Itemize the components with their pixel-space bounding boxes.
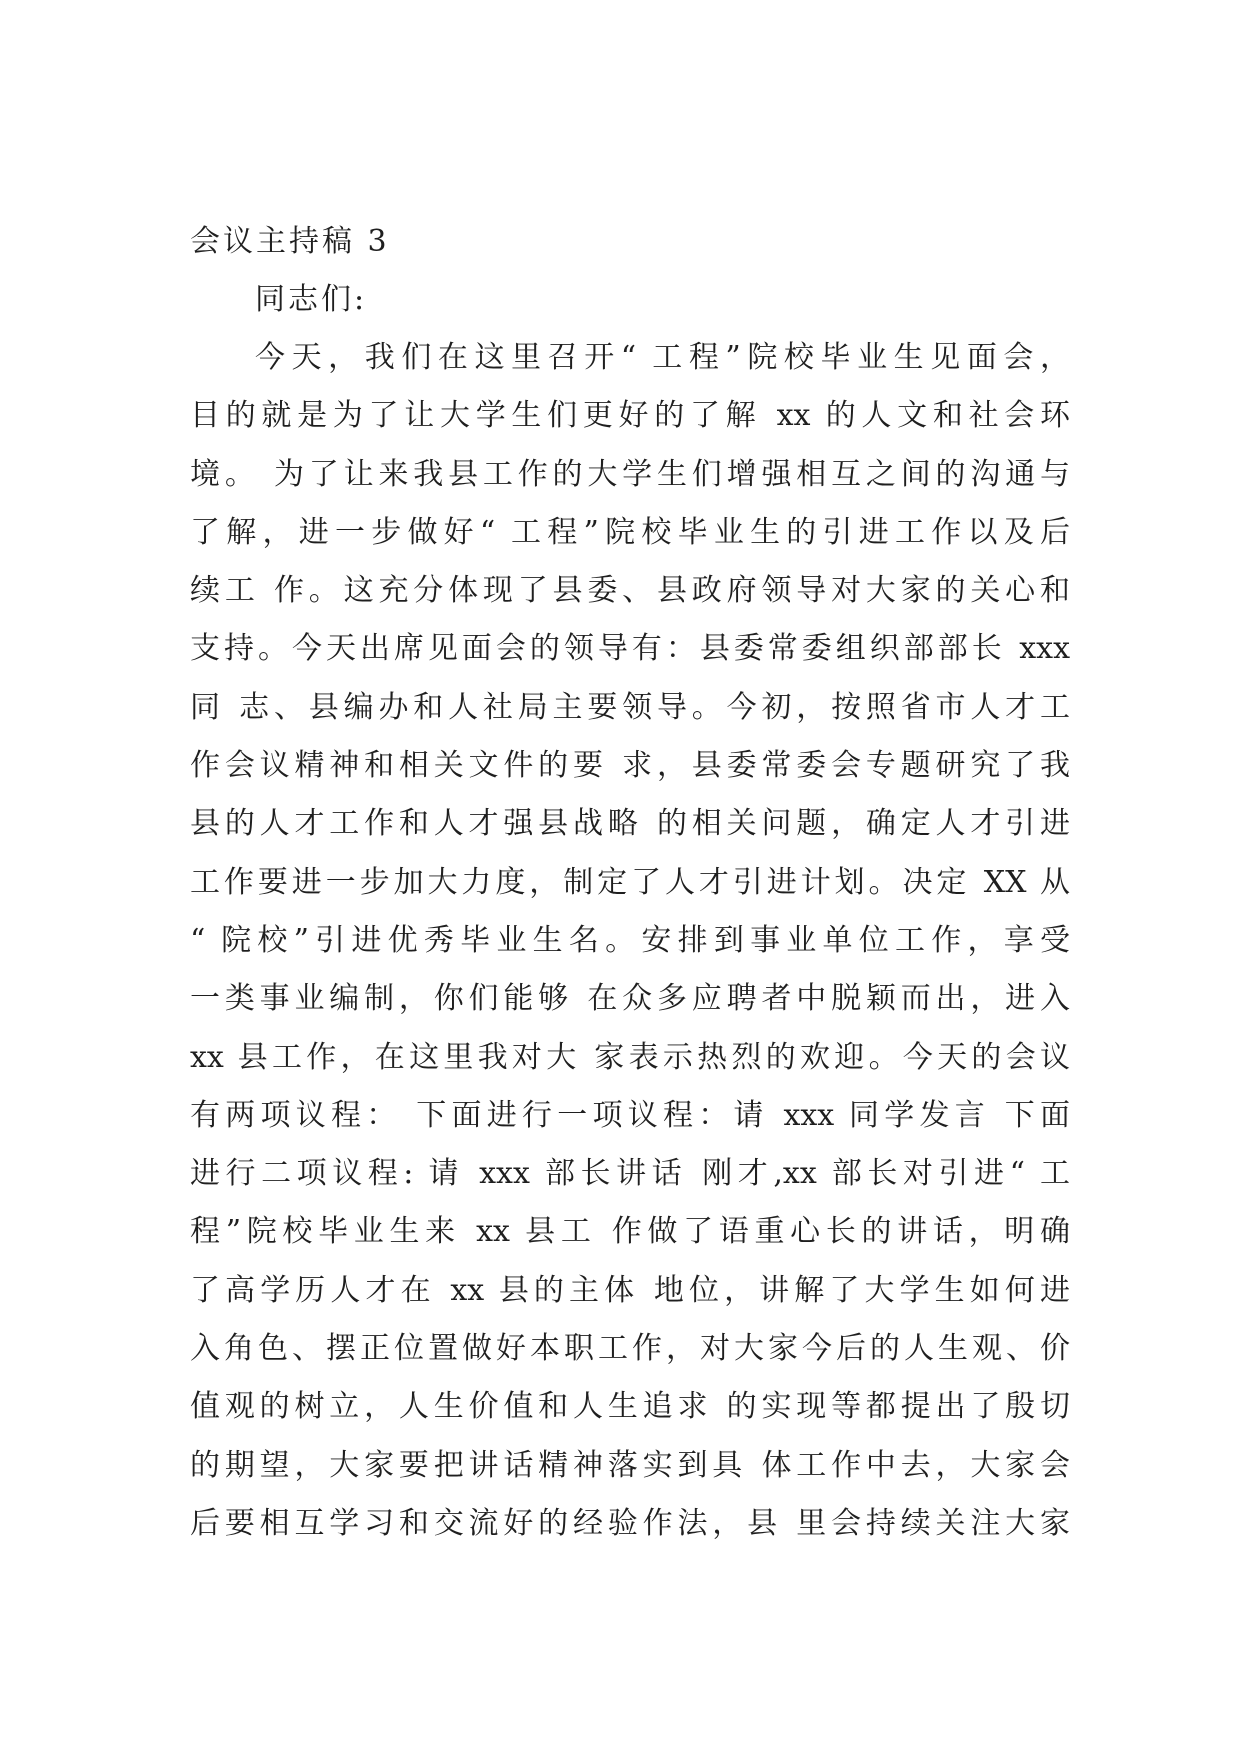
text-line: 有两项议程： 下面进行一项议程：请 xxx 同学发言 下面 <box>190 1097 1070 1133</box>
text-line: 目的就是为了让大学生们更好的了解 xx 的人文和社会环 <box>190 398 1070 434</box>
text-line: 了高学历人才在 xx 县的主体 地位，讲解了大学生如何进 <box>190 1272 1070 1308</box>
text-line: 入角色、摆正位置做好本职工作，对大家今后的人生观、价 <box>190 1331 1070 1367</box>
text-line: “ 院校”引进优秀毕业生名。安排到事业单位工作，享受 <box>190 922 1070 958</box>
text-line: 一类事业编制，你们能够 在众多应聘者中脱颖而出，进入 <box>190 981 1070 1017</box>
text-line: 续工 作。这充分体现了县委、县政府领导对大家的关心和 <box>190 573 1070 609</box>
text-line: 今天，我们在这里召开“ 工程”院校毕业生见面会， <box>255 340 1070 375</box>
text-line: 的期望，大家要把讲话精神落实到具 体工作中去，大家会 <box>190 1447 1070 1483</box>
text-line: 境。 为了让来我县工作的大学生们增强相互之间的沟通与 <box>190 456 1070 492</box>
text-line: 了解，进一步做好“ 工程”院校毕业生的引进工作以及后 <box>190 514 1070 550</box>
text-line: 作会议精神和相关文件的要 求，县委常委会专题研究了我 <box>190 748 1070 784</box>
text-line: 值观的树立，人生价值和人生追求 的实现等都提出了殷切 <box>190 1389 1070 1425</box>
text-line: 进行二项议程: 请 xxx 部长讲话 刚才,xx 部长对引进“ 工 <box>190 1156 1070 1192</box>
body-text <box>190 338 1070 1562</box>
text-line: 工作要进一步加大力度，制定了人才引进计划。决定 XX 从 <box>190 864 1070 900</box>
text-line: 同 志、县编办和人社局主要领导。今初，按照省市人才工 <box>190 689 1070 725</box>
document-title: 会议主持稿 3 <box>190 224 390 259</box>
salutation: 同志们: <box>255 282 368 317</box>
text-line: 程”院校毕业生来 xx 县工 作做了语重心长的讲话，明确 <box>190 1214 1070 1250</box>
text-line: 支持。今天出席见面会的领导有：县委常委组织部部长 xxx <box>190 631 1070 667</box>
text-line: xx 县工作，在这里我对大 家表示热烈的欢迎。今天的会议 <box>190 1039 1070 1075</box>
text-line: 县的人才工作和人才强县战略 的相关问题，确定人才引进 <box>190 806 1070 842</box>
text-line: 后要相互学习和交流好的经验作法，县 里会持续关注大家 <box>190 1505 1070 1541</box>
